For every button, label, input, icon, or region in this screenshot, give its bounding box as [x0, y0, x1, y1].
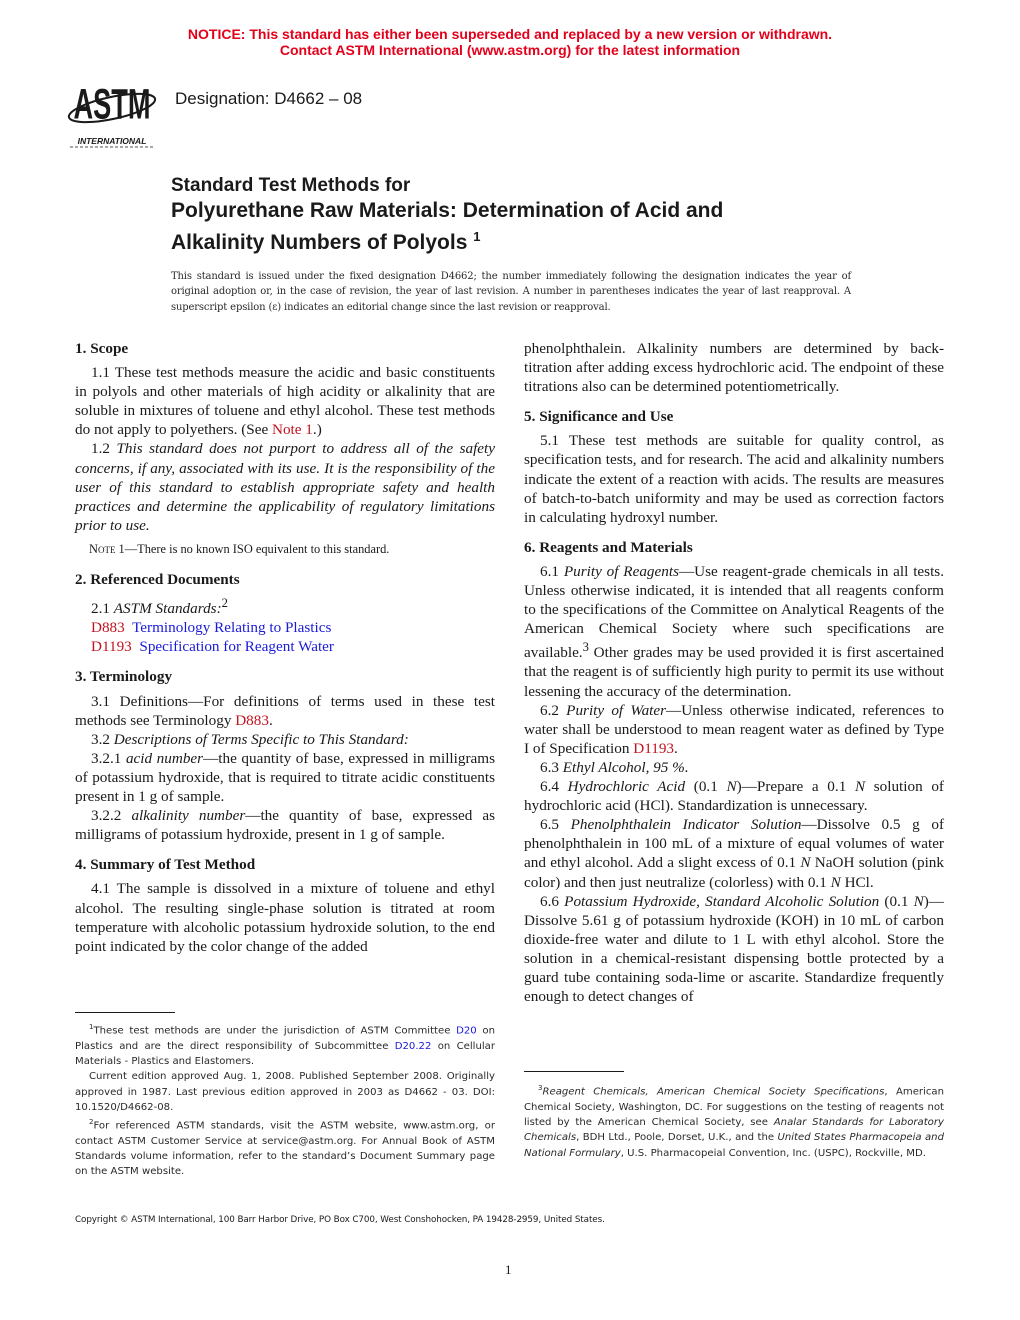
- title-footnote-mark[interactable]: 1: [473, 229, 481, 244]
- paragraph-6-2: 6.2 Purity of Water—Unless otherwise indicated, references to water shall be understood to mean reagent water as defined by Type I of Specification D1193.: [524, 701, 945, 757]
- withdrawn-notice: [0, 26, 1020, 58]
- note-1: Note 1—There is no known ISO equivalent to this standard.: [89, 541, 390, 556]
- section-heading-scope: 1. Scope: [75, 340, 129, 357]
- footnotes-left: [75, 1020, 495, 1180]
- paragraph-4-1-continued: phenolphthalein. Alkalinity numbers are determined by back-titration after adding excess hydrochloric acid. The endpoint of these titrations also can be determined potentiometrically.: [524, 340, 944, 396]
- section-heading-referenced-documents: 2. Referenced Documents: [75, 571, 240, 589]
- section-heading-summary: 4. Summary of Test Method: [75, 856, 256, 874]
- footnotes-right: [524, 1081, 944, 1161]
- footnote-divider-left: [75, 1012, 175, 1013]
- paragraph-1-1: 1.1 These test methods measure the acidic and basic constituents in polyols and other materials of high acidity or alkalinity that are soluble in mixtures of toluene and ethyl alcohol. These test methods do not apply to polyethers. (See Note 1.): [75, 364, 495, 439]
- right-column: [524, 339, 944, 1006]
- footnote-divider-right: [524, 1071, 624, 1072]
- footnote-1-edition: Current edition approved Aug. 1, 2008. Published September 2008. Originally approved in 1987. Last previous edition approved in 2003 as D4662 - 03. DOI: 10.1520/D4662-08.: [75, 1071, 495, 1113]
- paragraph-3-2-1: 3.2.1 acid number—the quantity of base, expressed in milligrams of potassium hydroxide, that is required to titrate acidic constituents present in 1 g of sample.: [75, 749, 495, 806]
- document-title: [171, 174, 723, 256]
- note-1-link[interactable]: Note 1: [271, 421, 313, 439]
- footnote-3: $^3$Reagent Chemicals, American Chemical Society Specifications, American Chemical Society, Washington, DC. For suggestions on the testing of reagents not listed by the American Chemical Society, see Analar Standards for Laboratory Chemicals, BDH Ltd., Poole, Dorset, U.K., and the United States Pharmacopeia and National Formulary, U.S. Pharmacopeial Convention, Inc. (USPC), Rockville, MD.: [524, 1084, 944, 1159]
- paragraph-5-1: 5.1 These test methods are suitable for quality control, as specification tests, and for research. The acid and alkalinity numbers indicate the extent of a reaction with acids. The results are measures of batch-to-batch uniformity and may be used as correction factors in calculating hydroxyl number.: [524, 432, 944, 526]
- paragraph-6-3: 6.3 Ethyl Alcohol, 95 %.: [540, 758, 689, 776]
- paragraph-4-1: 4.1 The sample is dissolved in a mixture of toluene and ethyl alcohol. The resulting single-phase solution is titrated at room temperature with alcoholic potassium hydroxide solution, to the end point indicated by the color change of the added: [75, 880, 495, 955]
- notice-line-1: NOTICE: This standard has either been superseded and replaced by a new version or withdrawn.: [187, 26, 833, 42]
- footnote-1: $^1$These test methods are under the jurisdiction of ASTM Committee D20 on Plastics and are the direct responsibility of Subcommittee D20.22 on Cellular Materials - Plastics and Elastomers.: [75, 1023, 495, 1067]
- title-line-1: Standard Test Methods for: [171, 175, 411, 196]
- paragraph-3-1: 3.1 Definitions—For definitions of terms used in these test methods see Terminology D883.: [75, 692, 495, 729]
- footnote-2: $^2$For referenced ASTM standards, visit the ASTM website, www.astm.org, or contact ASTM Customer Service at service@astm.org. For Annual Book of ASTM Standards volume information, refer to the standard’s Document Summary page on the ASTM website.: [75, 1118, 495, 1178]
- paragraph-3-2-2: 3.2.2 alkalinity number—the quantity of base, expressed as milligrams of potassium hydroxide, present in 1 g of sample.: [75, 807, 496, 844]
- section-heading-significance: 5. Significance and Use: [524, 408, 674, 426]
- paragraph-6-4: 6.4 Hydrochloric Acid (0.1 N)—Prepare a 0.1 N solution of hydrochloric acid (HCl). Standardization is unnecessary.: [524, 778, 944, 815]
- section-heading-reagents: 6. Reagents and Materials: [524, 538, 693, 556]
- paragraph-6-1: 6.1 Purity of Reagents—Use reagent-grade chemicals in all tests. Unless otherwise indicated, it is intended that all reagents conform to the specifications of the Committee on Analytical Reagents of the American Chemical Society where such specifications are available.$^3$ Other grades may be used provided it is first ascertained that the reagent is of sufficiently high purity to permit its use without lessening the accuracy of the determination.: [524, 562, 945, 700]
- reference-d1193[interactable]: D1193 Specification for Reagent Water: [91, 638, 334, 656]
- section-heading-terminology: 3. Terminology: [75, 668, 173, 686]
- footnote-2-mark[interactable]: 2: [221, 596, 228, 611]
- title-line-2: Polyurethane Raw Materials: Determination of Acid and: [171, 199, 724, 222]
- paragraph-6-5: 6.5 Phenolphthalein Indicator Solution—Dissolve 0.5 g of phenolphthalein in 100 mL of a mixture of equal volumes of water and ethyl alcohol. Add a slight excess of 0.1 N NaOH solution (pink color) and then just neutralize (colorless) with 0.1 N HCl.: [524, 816, 945, 891]
- d883-link[interactable]: D883: [235, 711, 269, 729]
- d1193-link[interactable]: D1193: [633, 739, 675, 757]
- paragraph-6-6: 6.6 Potassium Hydroxide, Standard Alcoholic Solution (0.1 N)—Dissolve 5.61 g of potassium hydroxide (KOH) in 10 mL of carbon dioxide-free water and dilute to 1 L with ethyl alcohol. Store the solution in a chemical-resistant dispensing bottle protected by a guard tube containing soda-lime or ascarite. Standardize frequently enough to detect changes of: [524, 892, 944, 1006]
- astm-logo-icon: [64, 76, 160, 148]
- title-line-3: Alkalinity Numbers of Polyols $^1$: [171, 229, 481, 254]
- issuance-statement: This standard is issued under the fixed designation D4662; the number immediately following the designation indicates the year of original adoption or, in the case of revision, the year of last revision. A number in parentheses indicates the year of last reapproval. A superscript epsilon (ε) indicates an editorial change since the last revision or reapproval.: [171, 271, 851, 313]
- paragraph-2-1: 2.1 ASTM Standards:$^2$: [91, 596, 228, 618]
- footnote-3-mark[interactable]: 3: [582, 640, 589, 655]
- designation: Designation: D4662 – 08: [175, 89, 363, 108]
- astm-logo: [64, 76, 160, 148]
- logo-subtext: INTERNATIONAL: [77, 136, 147, 146]
- reference-d883[interactable]: D883 Terminology Relating to Plastics: [91, 619, 332, 637]
- page-number: 1: [505, 1262, 512, 1277]
- paragraph-3-2: 3.2 Descriptions of Terms Specific to This Standard:: [91, 730, 409, 748]
- subcommittee-d20-22-link[interactable]: D20.22: [394, 1040, 432, 1052]
- notice-line-2: Contact ASTM International (www.astm.org) for the latest information: [279, 42, 741, 58]
- logo-text: ASTM: [73, 80, 151, 129]
- left-column: [75, 339, 495, 956]
- paragraph-1-2: 1.2 This standard does not purport to address all of the safety concerns, if any, associated with its use. It is the responsibility of the user of this standard to establish appropriate safety and health practices and determine the applicability of regulatory limitations prior to use.: [75, 440, 496, 534]
- committee-d20-link[interactable]: D20: [456, 1025, 477, 1037]
- copyright-line: Copyright © ASTM International, 100 Barr Harbor Drive, PO Box C700, West Conshohocken, PA 19428-2959, United States.: [75, 1215, 605, 1225]
